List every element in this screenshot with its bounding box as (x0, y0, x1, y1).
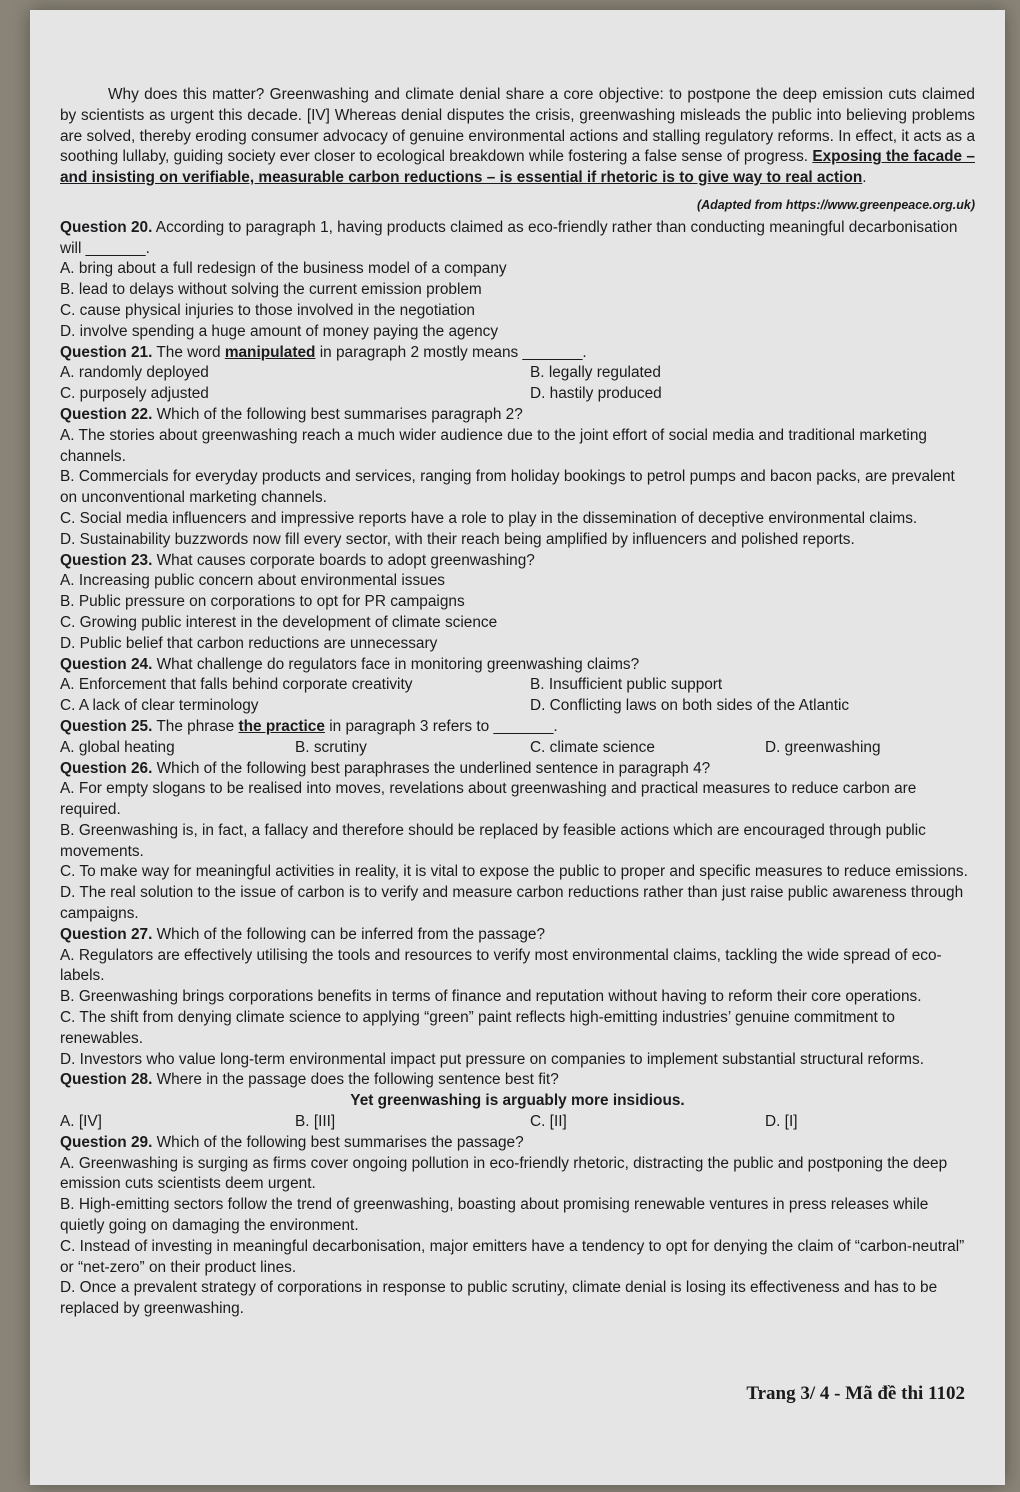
exam-page (30, 10, 1005, 1485)
q26-option-d[interactable]: D. The real solution to the issue of carbon is to verify and measure carbon reductions rather than just raise public awareness through campaigns. (60, 884, 964, 923)
question-24: Question 24. What challenge do regulators face in monitoring greenwashing claims? (60, 655, 640, 673)
q26-option-a[interactable]: A. For empty slogans to be realised into moves, revelations about greenwashing and practical measures to reduce carbon are required. (60, 780, 917, 819)
underlined-phrase: the practice (238, 717, 325, 735)
q21-option-b[interactable]: B. legally regulated (530, 364, 661, 382)
q25-options-row (60, 738, 975, 759)
q28-option-d[interactable]: D. [I] (765, 1113, 798, 1131)
q24-options-row-2 (60, 696, 975, 717)
question-26: Question 26. Which of the following best paraphrases the underlined sentence in paragraph 4? (60, 759, 711, 777)
q23-option-b[interactable]: B. Public pressure on corporations to opt for PR campaigns (60, 593, 465, 611)
q22-option-c[interactable]: C. Social media influencers and impressive reports have a role to play in the dissemination of deceptive environmental claims. (60, 509, 918, 527)
q22-option-d[interactable]: D. Sustainability buzzwords now fill every sector, with their reach being amplified by influencers and polished reports. (60, 530, 855, 548)
q25-option-b[interactable]: B. scrutiny (295, 738, 367, 756)
q26-option-c[interactable]: C. To make way for meaningful activities in reality, it is vital to expose the public to proper and specific measures to reduce emissions. (60, 863, 968, 881)
q20-option-a[interactable]: A. bring about a full redesign of the business model of a company (60, 260, 507, 278)
q23-option-a[interactable]: A. Increasing public concern about environmental issues (60, 572, 445, 590)
q23-option-c[interactable]: C. Growing public interest in the development of climate science (60, 613, 498, 631)
question-27: Question 27. Which of the following can be inferred from the passage? (60, 925, 546, 943)
q20-option-c[interactable]: C. cause physical injuries to those involved in the negotiation (60, 301, 475, 319)
question-29: Question 29. Which of the following best summarises the passage? (60, 1133, 524, 1151)
q21-option-c[interactable]: C. purposely adjusted (60, 385, 209, 403)
question-21: Question 21. The word manipulated in paragraph 2 mostly means _______. (60, 343, 587, 361)
q27-option-a[interactable]: A. Regulators are effectively utilising the tools and resources to verify most environmental claims, tackling the wide spread of eco-labels. (60, 946, 942, 985)
q24-option-b[interactable]: B. Insufficient public support (530, 676, 723, 694)
underlined-sentence: Exposing the facade – and insisting on verifiable, measurable carbon reductions – is essential if rhetoric is to give way to real action (60, 148, 975, 187)
question-25: Question 25. The phrase the practice in paragraph 3 refers to _______. (60, 717, 558, 735)
q25-option-d[interactable]: D. greenwashing (765, 738, 881, 756)
q24-option-d[interactable]: D. Conflicting laws on both sides of the Atlantic (530, 697, 850, 715)
q28-sentence: Yet greenwashing is arguably more insidious. (350, 1092, 685, 1110)
q27-option-b[interactable]: B. Greenwashing brings corporations benefits in terms of finance and reputation without having to reform their core operations. (60, 988, 922, 1006)
q29-option-a[interactable]: A. Greenwashing is surging as firms cover ongoing pollution in eco-friendly rhetoric, distracting the public and postponing the deep emission cuts scientists deem urgent. (60, 1154, 948, 1193)
q21-options-row-2 (60, 384, 975, 405)
q29-option-d[interactable]: D. Once a prevalent strategy of corporations in response to public scrutiny, climate denial is losing its effectiveness and has to be replaced by greenwashing. (60, 1279, 938, 1318)
underlined-word: manipulated (224, 343, 316, 361)
q24-option-c[interactable]: C. A lack of clear terminology (60, 697, 259, 715)
question-28: Question 28. Where in the passage does the following sentence best fit? (60, 1071, 559, 1089)
q27-option-c[interactable]: C. The shift from denying climate science to applying “green” paint reflects high-emitting industries’ genuine commitment to renewables. (60, 1009, 895, 1047)
passage-paragraph: Why does this matter? Greenwashing and climate denial share a core objective: to postpone the deep emission cuts claimed by scientists as urgent this decade. [IV] Whereas denial disputes the crisis, greenwashing misleads the public into believing problems are solved, thereby eroding consumer advocacy of genuine environmental actions and stalling regulatory reforms. In effect, it acts as a soothing lullaby, guiding society ever closer to ecological breakdown while fostering a false sense of progress. Exposing the facade – and insisting on verifiable, measurable carbon reductions – is essential if rhetoric is to give way to real action. (60, 86, 975, 187)
q28-options-row (60, 1112, 975, 1133)
q28-option-c[interactable]: C. [II] (530, 1113, 567, 1131)
q21-option-a[interactable]: A. randomly deployed (60, 364, 209, 382)
q21-option-d[interactable]: D. hastily produced (530, 385, 662, 403)
q21-options-row-1 (60, 363, 975, 384)
page-footer: Trang 3/ 4 - Mã đề thi 1102 (746, 1383, 965, 1405)
q28-option-a[interactable]: A. [IV] (60, 1113, 102, 1131)
q22-option-a[interactable]: A. The stories about greenwashing reach a much wider audience due to the joint effort of social media and traditional marketing channels. (60, 426, 927, 465)
q29-option-b[interactable]: B. High-emitting sectors follow the trend of greenwashing, boasting about promising renewable ventures in press releases while quietly going on damaging the environment. (60, 1196, 929, 1235)
q27-option-d[interactable]: D. Investors who value long-term environmental impact put pressure on companies to implement substantial structural reforms. (60, 1050, 924, 1068)
q23-option-d[interactable]: D. Public belief that carbon reductions are unnecessary (60, 634, 438, 652)
passage-source: (Adapted from https://www.greenpeace.org.uk) (696, 197, 975, 212)
q28-option-b[interactable]: B. [III] (295, 1113, 336, 1131)
q25-option-c[interactable]: C. climate science (530, 738, 655, 756)
q24-options-row-1 (60, 675, 975, 696)
q24-option-a[interactable]: A. Enforcement that falls behind corporate creativity (60, 676, 413, 694)
q20-option-d[interactable]: D. involve spending a huge amount of money paying the agency (60, 322, 499, 340)
question-23: Question 23. What causes corporate boards to adopt greenwashing? (60, 551, 535, 569)
q26-option-b[interactable]: B. Greenwashing is, in fact, a fallacy and therefore should be replaced by feasible actions which are encouraged through public movements. (60, 821, 926, 860)
q29-option-c[interactable]: C. Instead of investing in meaningful decarbonisation, major emitters have a tendency to opt for denying the claim of “carbon-neutral” or “net-zero” on their product lines. (60, 1237, 965, 1276)
question-20: Question 20. According to paragraph 1, having products claimed as eco-friendly rather than conducting meaningful decarbonisation will _______. (60, 218, 958, 257)
q25-option-a[interactable]: A. global heating (60, 738, 175, 756)
question-22: Question 22. Which of the following best summarises paragraph 2? (60, 405, 523, 423)
q20-option-b[interactable]: B. lead to delays without solving the current emission problem (60, 281, 482, 299)
q22-option-b[interactable]: B. Commercials for everyday products and services, ranging from holiday bookings to petrol pumps and bacon packs, are prevalent on unconventional marketing channels. (60, 468, 955, 507)
